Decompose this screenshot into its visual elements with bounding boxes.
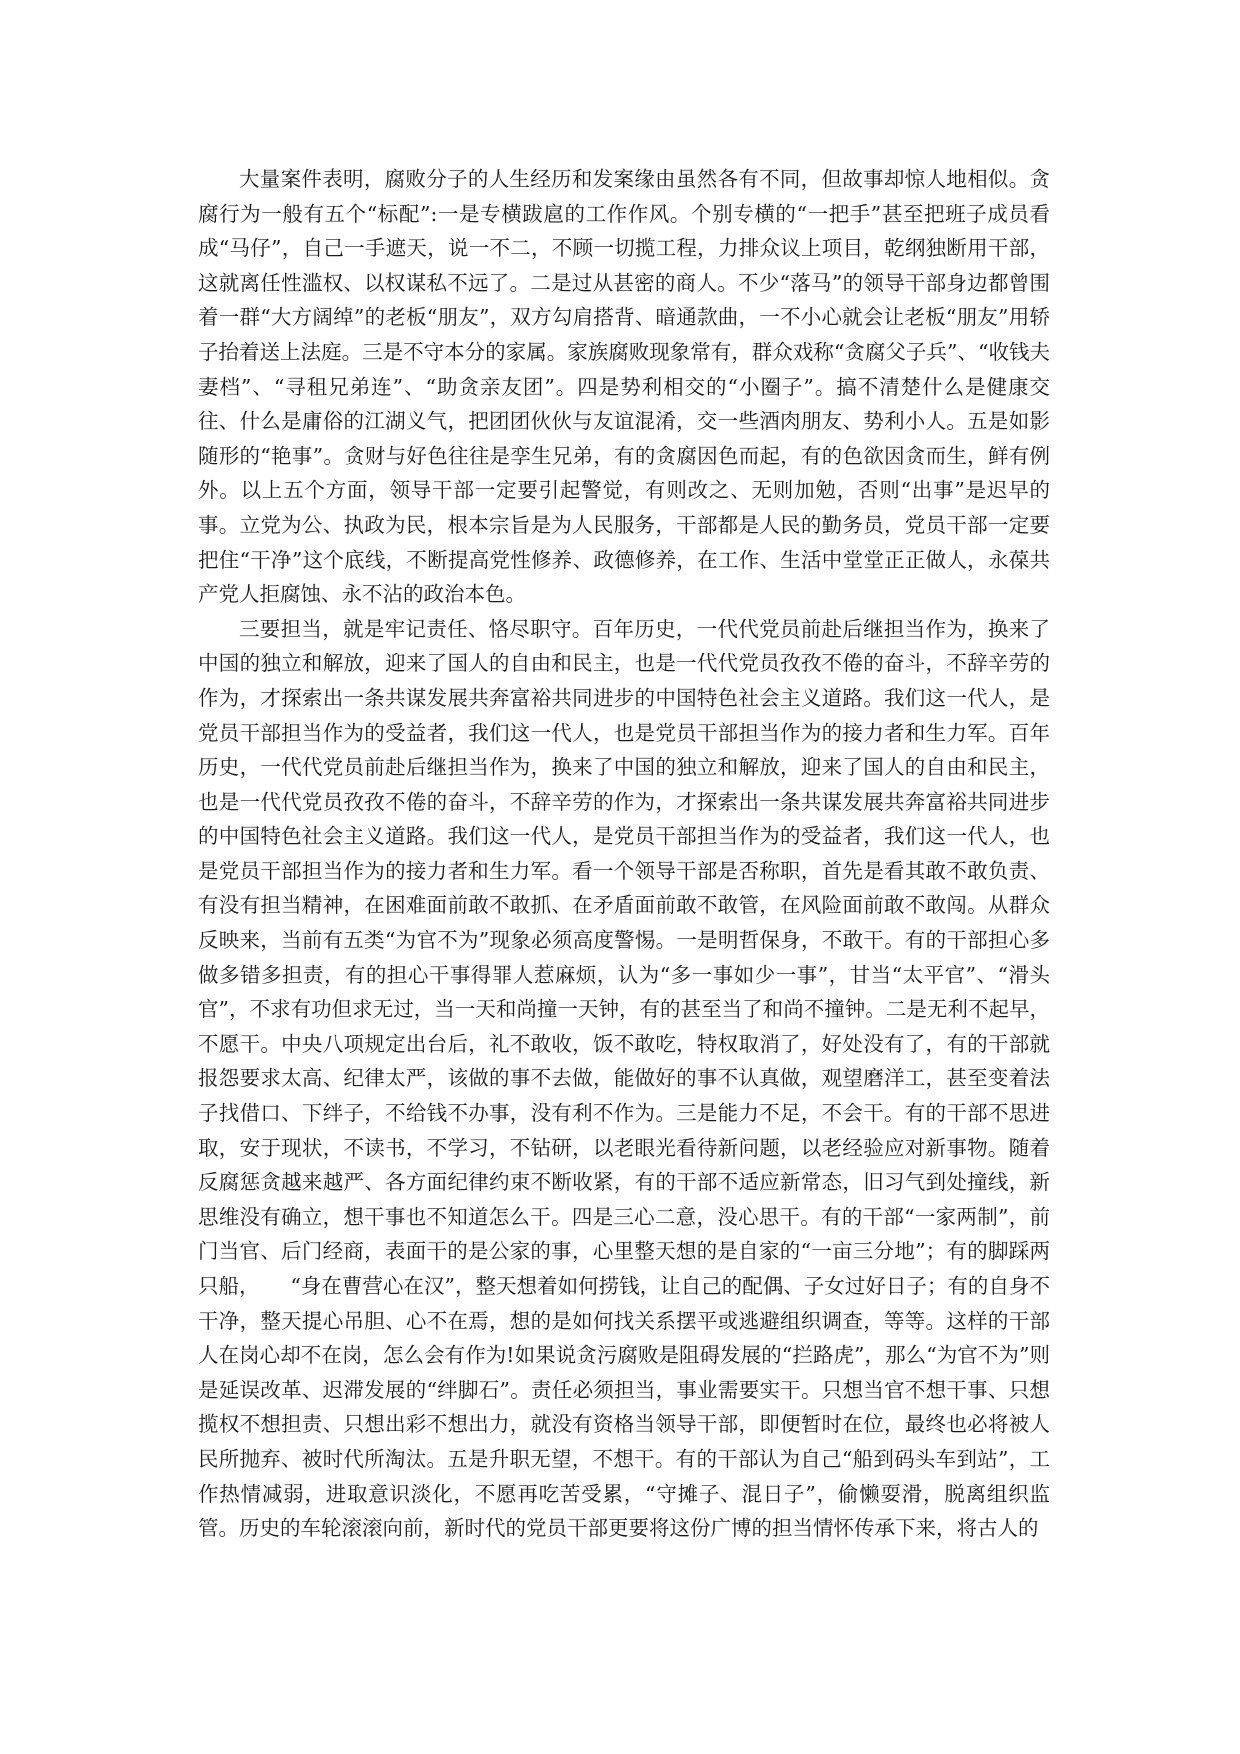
paragraph-2: 三要担当，就是牢记责任、恪尽职守。百年历史，一代代党员前赴后继担当作为，换来了中国的独立和解放，迎来了国人的自由和民主，也是一代代党员孜孜不倦的奋斗，不辞辛劳的作为，才探索出一条共谋发展共奔富裕共同进步的中国特色社会主义道路。我们这一代人，是党员干部担当作为的受益者，我们这一代人，也是党员干部担当作为的接力者和生力军。百年历史，一代代党员前赴后继担当作为，换来了中国的独立和解放，迎来了国人的自由和民主，也是一代代党员孜孜不倦的奋斗，不辞辛劳的作为，才探索出一条共谋发展共奔富裕共同进步的中国特色社会主义道路。我们这一代人，是党员干部担当作为的受益者，我们这一代人，也是党员干部担当作为的接力者和生力军。看一个领导干部是否称职，首先是看其敢不敢负责、有没有担当精神，在困难面前敢不敢抓、在矛盾面前敢不敢管，在风险面前敢不敢闯。从群众反映来，当前有五类“为官不为”现象必须高度警惕。一是明哲保身，不敢干。有的干部担心多做多错多担责，有的担心干事得罪人惹麻烦，认为“多一事如少一事”，甘当“太平官”、“滑头官”，不求有功但求无过，当一天和尚撞一天钟，有的甚至当了和尚不撞钟。二是无利不起早，不愿干。中央八项规定出台后，礼不敢收，饭不敢吃，特权取消了，好处没有了，有的干部就报怨要求太高、纪律太严，该做的事不去做，能做好的事不认真做，观望磨洋工，甚至变着法子找借口、下绊子，不给钱不办事，没有利不作为。三是能力不足，不会干。有的干部不思进取，安于现状，不读书，不学习，不钻研，以老眼光看待新问题，以老经验应对新事物。随着反腐惩贪越来越严、各方面纪律约束不断收紧，有的干部不适应新常态，旧习气到处撞线，新思维没有确立，想干事也不知道怎么干。四是三心二意，没心思干。有的干部“一家两制”，前门当官、后门经商，表面干的是公家的事，心里整天想的是自家的“一亩三分地”；有的脚踩两只船， “身在曹营心在汉”，整天想着如何捞钱，让自己的配偶、子女过好日子；有的自身不干净，整天提心吊胆、心不在焉，想的是如何找关系摆平或逃避组织调查，等等。这样的干部人在岗心却不在岗，怎么会有作为!如果说贪污腐败是阻碍发展的“拦路虎”，那么“为官不为”则是延误改革、迟滞发展的“绊脚石”。责任必须担当，事业需要实干。只想当官不想干事、只想揽权不想担责、只想出彩不想出力，就没有资格当领导干部，即便暂时在位，最终也必将被人民所抛弃、被时代所淘汰。五是升职无望，不想干。有的干部认为自己“船到码头车到站”，工作热情减弱，进取意识淡化，不愿再吃苦受累，“守摊子、混日子”，偷懒耍滑，脱离组织监管。历史的车轮滚滚向前，新时代的党员干部更要将这份广博的担当情怀传承下来，将古人的 bbox=[198, 616, 1050, 1541]
paragraph-1: 大量案件表明，腐败分子的人生经历和发案缘由虽然各有不同，但故事却惊人地相似。贪腐行为一般有五个“标配”:一是专横跋扈的工作作风。个别专横的“一把手”甚至把班子成员看成“马仔”，自己一手遮天，说一不二，不顾一切揽工程，力排众议上项目，乾纲独断用干部，这就离任性滥权、以权谋私不远了。二是过从甚密的商人。不少“落马”的领导干部身边都曾围着一群“大方阔绰”的老板“朋友”，双方勾肩搭背、暗通款曲，一不小心就会让老板“朋友”用轿子抬着送上法庭。三是不守本分的家属。家族腐败现象常有，群众戏称“贪腐父子兵”、“收钱夫妻档”、“寻租兄弟连”、“助贪亲友团”。四是势利相交的“小圈子”。搞不清楚什么是健康交往、什么是庸俗的江湖义气，把团团伙伙与友谊混淆，交一些酒肉朋友、势利小人。五是如影随形的“艳事”。贪财与好色往往是孪生兄弟，有的贪腐因色而起，有的色欲因贪而生，鲜有例外。以上五个方面，领导干部一定要引起警觉，有则改之、无则加勉，否则“出事”是迟早的事。立党为公、执政为民，根本宗旨是为人民服务，干部都是人民的勤务员，党员干部一定要把住“干净”这个底线，不断提高党性修养、政德修养，在工作、生活中堂堂正正做人，永葆共产党人拒腐蚀、永不沾的政治本色。 bbox=[198, 167, 1050, 607]
document-body bbox=[198, 162, 1050, 1546]
